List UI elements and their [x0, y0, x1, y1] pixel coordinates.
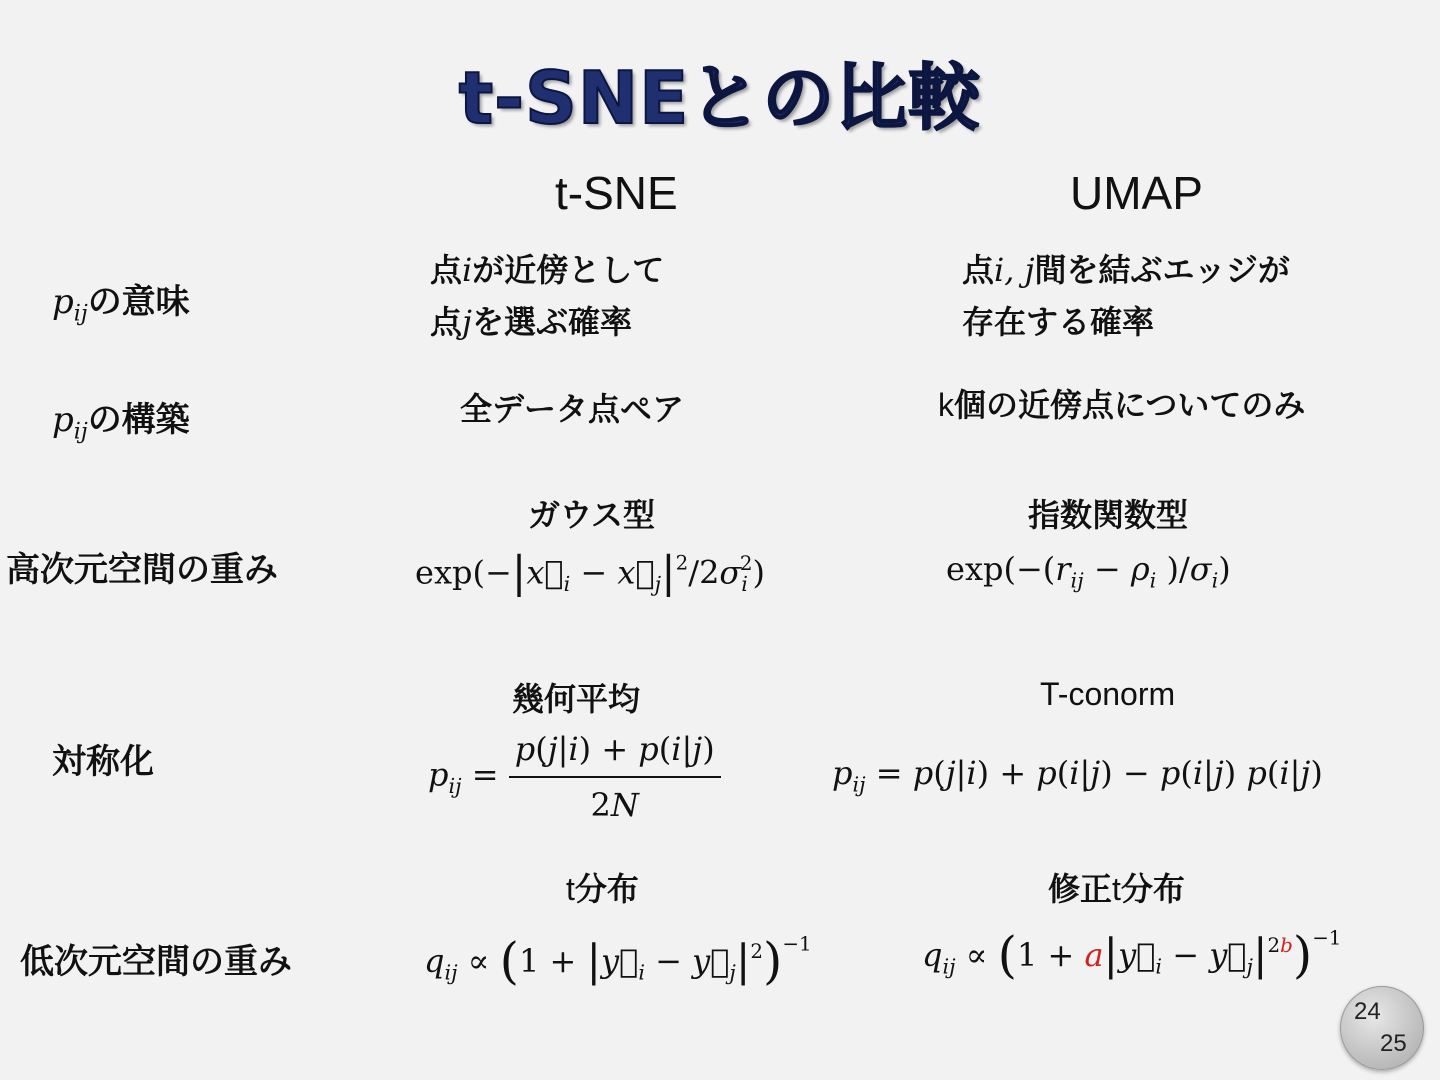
- column-header-tsne: t-SNE: [555, 167, 678, 219]
- row-label-meaning: $p_{ij}$の意味: [52, 282, 190, 327]
- tsne-gaussian-formula: $\exp(-|x⃗_i$ − $x⃗_j|^2/2\sigma_i^2$): [415, 548, 766, 598]
- column-header-umap: UMAP: [1070, 167, 1203, 219]
- umap-modified-t-formula: $q_{ij} \propto (1$ + $a|y⃗_i$ − $y⃗_j|^{2b})^{-1}$: [922, 926, 1342, 984]
- tsne-construction: 全データ点ペア: [460, 390, 685, 428]
- tsne-high-dim-name: ガウス型: [528, 496, 656, 534]
- umap-low-dim-name: 修正t分布: [1048, 870, 1185, 908]
- umap-tconorm-formula: $p_{ij} = p(j|i) + p(i|j) - p(i|j)$ p(i|j): [832, 754, 1323, 797]
- row-label-low-dim-weight: 低次元空間の重み: [20, 942, 292, 982]
- tsne-meaning: 点iが近傍として 点jを選ぶ確率: [430, 251, 665, 341]
- umap-exponential-formula: $\exp(-(r_{ij} - \rho_i$ )$/\sigma_i$): [946, 550, 1231, 593]
- tsne-t-distribution-formula: $q_{ij} \propto (1$ + $|y⃗_i$ − $y⃗_j|^2)^{-1}$: [424, 932, 812, 990]
- umap-meaning: 点i, j間を結ぶエッジが 存在する確率: [962, 251, 1290, 341]
- tsne-symmetrize-formula: $p_{ij}$ = $\frac{p(j|i) + p(i|j)}{2N}$: [428, 730, 721, 824]
- umap-symmetrize-name: T-conorm: [1040, 676, 1176, 712]
- row-label-symmetrization: 対称化: [52, 742, 154, 782]
- row-label-high-dim-weight: 高次元空間の重み: [6, 550, 278, 590]
- page-total: 25: [1380, 1030, 1407, 1057]
- tsne-low-dim-name: t分布: [566, 870, 639, 908]
- umap-high-dim-name: 指数関数型: [1028, 496, 1189, 534]
- tsne-symmetrize-name: 幾何平均: [512, 680, 641, 718]
- page-current: 24: [1354, 998, 1381, 1025]
- slide-title: t-SNEとの比較: [458, 56, 982, 140]
- umap-construction: k個の近傍点についてのみ: [938, 386, 1306, 424]
- row-label-construction: $p_{ij}$の構築: [52, 400, 190, 445]
